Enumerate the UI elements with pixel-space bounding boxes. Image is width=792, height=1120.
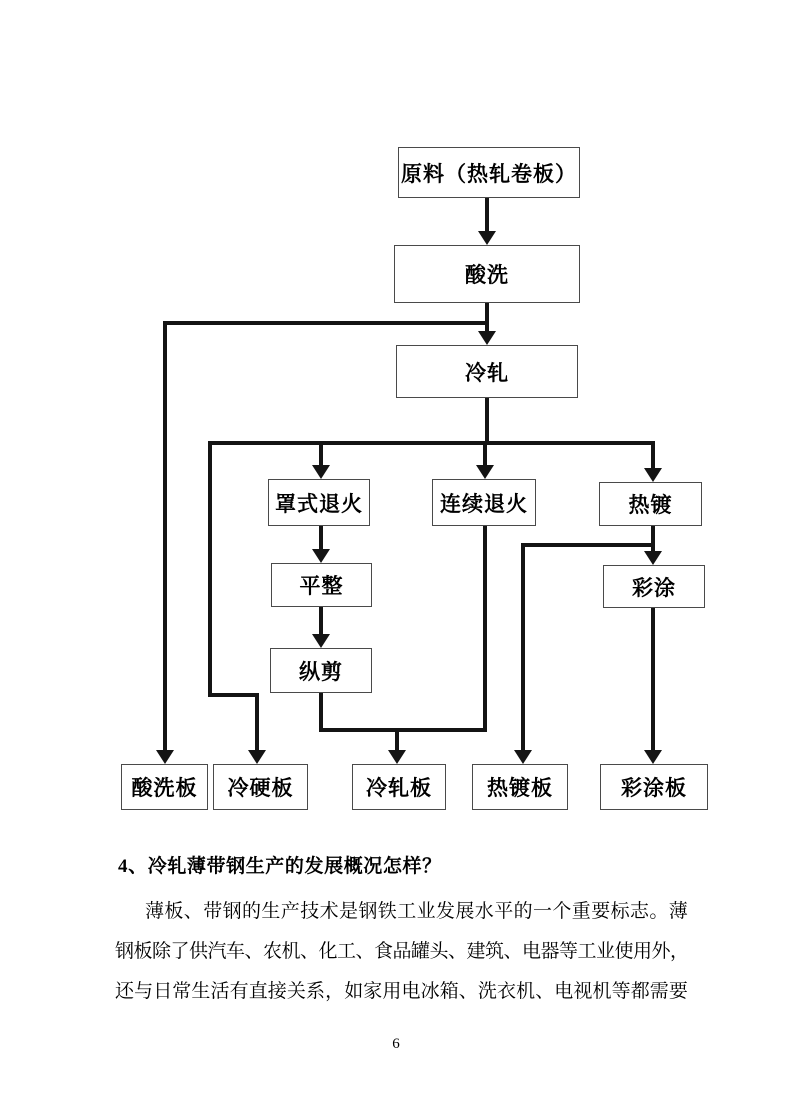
edge-material-pickling (485, 198, 489, 233)
edge-branch-cold-hard-sheet-v2 (255, 695, 259, 752)
body-line: 钢板除了供汽车、农机、化工、食品罐头、建筑、电器等工业使用外， (115, 941, 689, 962)
arrowhead-cold-rolling-icon (478, 331, 496, 345)
page-number: 6 (392, 1036, 400, 1052)
edge-hot-galvanizing-hot-galvanized-sheet-v (521, 545, 525, 752)
edge-branch-cold-hard-sheet-h (208, 693, 259, 697)
arrowhead-cold-hard-sheet-icon (248, 750, 266, 764)
edge-pickling-cold-rolling (485, 303, 489, 333)
branch-line-h (208, 441, 655, 445)
arrowhead-slitting-icon (312, 634, 330, 648)
edge-hot-galvanizing-hot-galvanized-sheet-h (521, 543, 655, 547)
arrowhead-color-coating-icon (644, 551, 662, 565)
edge-color-coating-color-coated-sheet (651, 608, 655, 752)
section-heading: 4、冷轧薄带钢生产的发展概况怎样？ (118, 856, 442, 877)
edge-pickling-pickled-sheet-h (163, 321, 489, 325)
edge-cold-rolling-branch (485, 398, 489, 445)
arrowhead-color-coated-sheet-icon (644, 750, 662, 764)
arrowhead-pickling-icon (478, 231, 496, 245)
edge-tempering-slitting (319, 607, 323, 636)
edge-branch-hot-galvanizing (651, 443, 655, 468)
arrowhead-hot-galvanizing-icon (644, 468, 662, 482)
node-hot-galvanized-sheet: 热镀板 (472, 764, 568, 810)
edge-pickling-pickled-sheet-v (163, 323, 167, 752)
node-slitting: 纵剪 (270, 648, 372, 693)
node-continuous-annealing: 连续退火 (432, 479, 536, 526)
arrowhead-cold-rolled-sheet-icon (388, 750, 406, 764)
edge-hot-galvanizing-color-coating (651, 526, 655, 553)
edge-slitting-merge (319, 693, 323, 732)
arrowhead-pickled-sheet-icon (156, 750, 174, 764)
body-line: 还与日常生活有直接关系，如家用电冰箱、洗衣机、电视机等都需要 (115, 981, 689, 1002)
node-material: 原料（热轧卷板） (398, 147, 580, 198)
edge-bell-annealing-tempering (319, 526, 323, 551)
edge-continuous-annealing-merge (483, 526, 487, 732)
node-pickling: 酸洗 (394, 245, 580, 303)
node-pickled-sheet: 酸洗板 (121, 764, 208, 810)
node-cold-rolled-sheet: 冷轧板 (352, 764, 446, 810)
node-color-coated-sheet: 彩涂板 (600, 764, 708, 810)
edge-branch-cold-hard-sheet-v1 (208, 441, 212, 697)
edge-branch-continuous-annealing (483, 443, 487, 467)
arrowhead-continuous-annealing-icon (476, 465, 494, 479)
body-line: 薄板、带钢的生产技术是钢铁工业发展水平的一个重要标志。薄 (145, 901, 689, 922)
edge-merge-cold-rolled-sheet (395, 728, 399, 752)
merge-line-h (319, 728, 487, 732)
arrowhead-bell-annealing-icon (312, 465, 330, 479)
edge-branch-bell-annealing (319, 443, 323, 467)
node-cold-rolling: 冷轧 (396, 345, 578, 398)
node-cold-hard-sheet: 冷硬板 (213, 764, 308, 810)
node-bell-annealing: 罩式退火 (268, 479, 370, 526)
arrowhead-tempering-icon (312, 549, 330, 563)
node-hot-galvanizing: 热镀 (599, 482, 702, 526)
node-tempering: 平整 (271, 563, 372, 607)
arrowhead-hot-galvanized-sheet-icon (514, 750, 532, 764)
node-color-coating: 彩涂 (603, 565, 705, 608)
